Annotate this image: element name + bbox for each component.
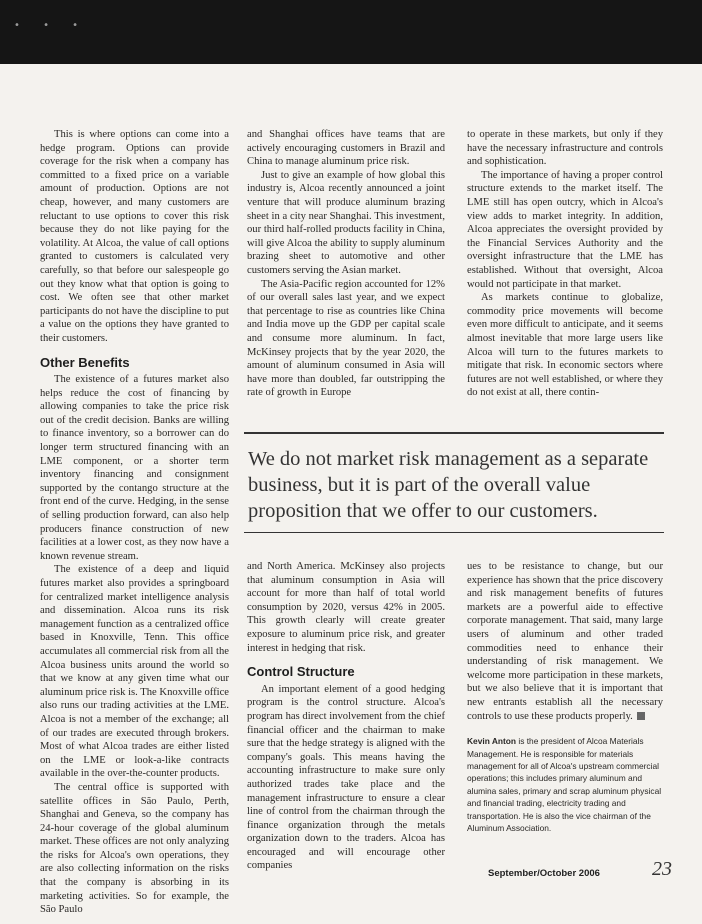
paragraph-text: ues to be resistance to change, but our experience has shown that the price discovery and risk management benefits of futures markets are a powerful aide to effective corporate management. That said, many large users of aluminum and other traded commodities need to enhance their understanding of risk management. We welcome more participation in these markets, but we also believe that it is important that new entrants establish all the necessary controls to use these products properly. — [467, 561, 663, 722]
header-bar — [0, 0, 702, 64]
paragraph: This is where options can come into a hedge program. Options can provide coverage for the risk when a company has committed to a fixed price on a variable amount of production. Options are not cheap, however, and many customers are reluctant to use options to cover this risk because they do not like paying for the volatility. At Alcoa, the value of call options granted to customers is calculated very carefully, so that before our salespeople go out they know what that option is going to cost. We often see that other market participants do not have the discipline to put a value on the options they have granted to their customers. — [40, 129, 229, 344]
pull-quote: We do not market risk management as a separate business, but it is part of the overall value proposition that we offer to our customers. — [248, 448, 649, 522]
column-2-top — [247, 128, 445, 400]
section-heading-control-structure: Control Structure — [247, 664, 355, 680]
page-number: 23 — [652, 858, 672, 880]
paragraph: An important element of a good hedging program is the control structure. Alcoa's program has direct involvement from the chief financial officer and the chairman to make sure that the hedge strategy is aligned with the company's goals. This means having the accounting infrastructure to make sure only authorized trades take place and the management infrastructure to ensure a clear line of control from the chairman through the finance organization through the metals organization down to the traders. Alcoa has encouraged and will encourage other companies — [247, 683, 445, 872]
paragraph: and North America. McKinsey also projects that aluminum consumption in Asia will account for more than half of total world consumption by 2020, versus 42% in 2005. This growth clearly will create greater exposure to aluminum price risk, and greater interest in hedging that risk. — [247, 561, 445, 654]
author-bio — [467, 735, 663, 834]
paragraph: to operate in these markets, but only if they have the necessary infrastructure and controls and sophistication. — [467, 129, 663, 168]
paragraph: The existence of a futures market also helps reduce the cost of financing by allowing companies to take the price risk out of the credit decision. Banks are willing to finance inventory, so a borrower can do longer term structured financing with an LME component, or a shorter term inventory financing and consignment supported by the contango structure at the front end of the curve. Hedging, in the sense of selling production forward, can also help producers finance construction of new facilities at a lower cost, as they now have a known revenue stream. — [40, 374, 229, 562]
paragraph — [467, 560, 663, 723]
column-2-bottom — [247, 560, 445, 873]
header-decoration: • • • — [14, 20, 89, 31]
column-3-bottom — [467, 560, 663, 834]
paragraph: The importance of having a proper control structure extends to the market itself. The LME still has open outcry, which in Alcoa's view adds to market integrity. In addition, Alcoa appreciates the oversight provided by the Financial Services Authority and the oversight infrastructure that the LME has established. Without that oversight, Alcoa would not participate in that market. — [467, 169, 663, 290]
paragraph: As markets continue to globalize, commodity price movements will become even more difficult to anticipate, and it seems almost inevitable that more large users like Alcoa will turn to the futures markets to mitigate that risk. In economic sectors where futures are not well established, or where they do not exist at all, there contin- — [467, 292, 663, 399]
column-3-top — [467, 128, 663, 400]
paragraph: The Asia-Pacific region accounted for 12% of our overall sales last year, and we expect that percentage to rise as countries like China and India move up the GDP per capital scale and consume more aluminum. In fact, McKinsey projects that by the year 2020, the amount of aluminum consumed in Asia will have more than doubled, far outstripping the rate of growth in Europe — [247, 278, 445, 399]
issue-date: September/October 2006 — [488, 868, 600, 879]
author-name: Kevin Anton — [467, 736, 517, 747]
paragraph: The existence of a deep and liquid futures market also provides a springboard for centralized market intelligence analysis and dissemination. Alcoa runs its risk management function as a centralized office based in Knoxville, Tenn. This office accumulates all commercial risk from all the Alcoa business units around the world so that we know at any given time what our aluminum price risk is. The Knoxville office also runs our trading activities at the LME. Alcoa is not a member of the exchange; all of our trades are executed through brokers. Most of what Alcoa trades are either listed on the LME or look-a-like contracts available in the over-the-counter products. — [40, 564, 229, 780]
section-heading-other-benefits: Other Benefits — [40, 354, 130, 370]
end-mark-icon — [637, 712, 645, 720]
paragraph: The central office is supported with satellite offices in São Paulo, Perth, Shanghai and Geneva, so the company has 24-hour coverage of the global aluminum market. These offices are not only analyzing the risks for Alcoa's own operations, they are also collecting information on the risks that the company is absorbing in its marketing activities. So for example, the São Paulo — [40, 781, 229, 916]
pull-quote-box — [244, 432, 664, 533]
paragraph: Just to give an example of how global this industry is, Alcoa recently announced a joint venture that will produce aluminum brazing sheet in a city near Shanghai. This investment, our third half-rolled products facility in China, will give Alcoa the ability to supply aluminum brazing sheet to automotive and other customers serving the Asian market. — [247, 169, 445, 276]
author-bio-text: is the president of Alcoa Materials Management. He is responsible for materials management for all of Alcoa's upstream commercial operations; this includes primary aluminum and alumina sales, primary and scrap aluminum physical and financial trading, electricity trading and transportation. He is also the vice chairman of the Aluminum Association. — [467, 736, 662, 833]
column-1 — [40, 128, 229, 917]
paragraph: and Shanghai offices have teams that are actively encouraging customers in Brazil and China to manage aluminum price risk. — [247, 129, 445, 168]
